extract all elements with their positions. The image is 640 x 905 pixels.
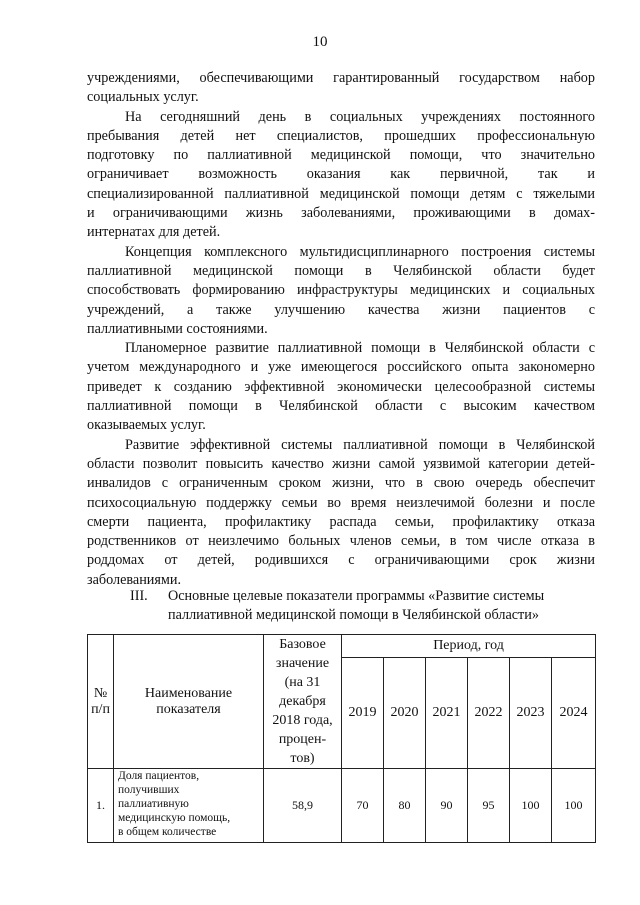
body-text [87, 69, 595, 590]
col-header-base-value: Базовое значение (на 31 декабря 2018 года, процен- тов) [264, 635, 342, 769]
paragraph-line: Развитие эффективной системы паллиативной помощи в Челябинской [125, 436, 595, 453]
row-value: 100 [552, 769, 596, 843]
col-header-year: 2022 [468, 657, 510, 768]
col-header-year: 2023 [510, 657, 552, 768]
col-header-number: № п/п [88, 635, 114, 769]
paragraph [87, 69, 595, 108]
paragraph [87, 436, 595, 590]
paragraph [87, 243, 595, 339]
paragraph-line: Планомерное развитие паллиативной помощи в Челябинской области с [125, 340, 595, 357]
paragraph-line: учреждений, а также улучшению качества жизни пациентов с [87, 301, 595, 318]
paragraph-line: области позволит повысить качество жизни самой уязвимой категории детей- [87, 455, 595, 472]
paragraph-line: и ограничивающими жизнь заболеваниями, проживающими в домах- [87, 205, 595, 222]
paragraph-line: учетом международного и уже имеющегося российского опыта закономерно [87, 359, 595, 376]
col-header-period: Период, год [342, 635, 596, 658]
row-number: 1. [88, 769, 114, 843]
table-row [88, 769, 596, 843]
section-title-line: Основные целевые показатели программы «Развитие системы [168, 588, 545, 604]
row-base-value: 58,9 [264, 769, 342, 843]
row-value: 95 [468, 769, 510, 843]
col-header-year: 2020 [384, 657, 426, 768]
paragraph-line: учреждениями, обеспечивающими гарантированный государством набор [87, 70, 595, 86]
section-number: III. [130, 588, 148, 604]
paragraph-line: психосоциальную поддержку семьи во время неизлечимой болезни и после [87, 494, 595, 511]
paragraph-line: социальных услуг. [87, 89, 199, 106]
paragraph-line: заболеваниями. [87, 571, 182, 588]
row-value: 100 [510, 769, 552, 843]
paragraph-line: способствовать формированию инфраструктуры медицинских и социальных [87, 282, 595, 299]
paragraph-line: пребывания детей нет специалистов, прошедших профессиональную [87, 127, 595, 144]
paragraph-line: паллиативной помощи в Челябинской области с высоким качеством [87, 398, 595, 415]
paragraph-line: подготовку по паллиативной медицинской помощи, что значительно [87, 147, 595, 164]
paragraph-line: смерти пациента, профилактику распада семьи, профилактику отказа [87, 513, 595, 530]
paragraph-line: роддомах от детей, родившихся с ограничивающими срок жизни [87, 552, 595, 569]
row-indicator-name: Доля пациентов, получивших паллиативную медицинскую помощь, в общем количестве [114, 769, 264, 843]
col-header-year: 2024 [552, 657, 596, 768]
paragraph-line: ограничивает возможность оказания как первичной, так и [87, 166, 595, 183]
paragraph-line: инвалидов с ограниченным сроком жизни, что в свою очередь обеспечит [87, 475, 595, 492]
paragraph-line: На сегодняшний день в социальных учреждениях постоянного [125, 108, 595, 125]
row-value: 80 [384, 769, 426, 843]
paragraph [87, 108, 595, 243]
paragraph-line: интернатах для детей. [87, 224, 221, 241]
row-value: 90 [426, 769, 468, 843]
col-header-name: Наименование показателя [114, 635, 264, 769]
section-title [168, 587, 608, 625]
page-number: 10 [312, 34, 328, 50]
col-header-year: 2019 [342, 657, 384, 768]
paragraph [87, 339, 595, 435]
paragraph-line: паллиативными состояниями. [87, 320, 268, 337]
paragraph-line: специализированной паллиативной медицинской помощи детям с тяжелыми [87, 185, 595, 202]
paragraph-line: родственников от неизлечимо больных членов семьи, в том числе отказа в [87, 533, 595, 550]
paragraph-line: Концепция комплексного мультидисциплинарного построения системы [125, 243, 595, 260]
paragraph-line: приведет к созданию эффективной экономически целесообразной системы [87, 378, 595, 395]
paragraph-line: оказываемых услуг. [87, 417, 206, 434]
row-value: 70 [342, 769, 384, 843]
indicators-table [87, 634, 596, 843]
section-title-line: паллиативной медицинской помощи в Челябинской области» [168, 607, 539, 623]
paragraph-line: паллиативной медицинской помощи в Челябинской области будет [87, 262, 595, 279]
col-header-year: 2021 [426, 657, 468, 768]
